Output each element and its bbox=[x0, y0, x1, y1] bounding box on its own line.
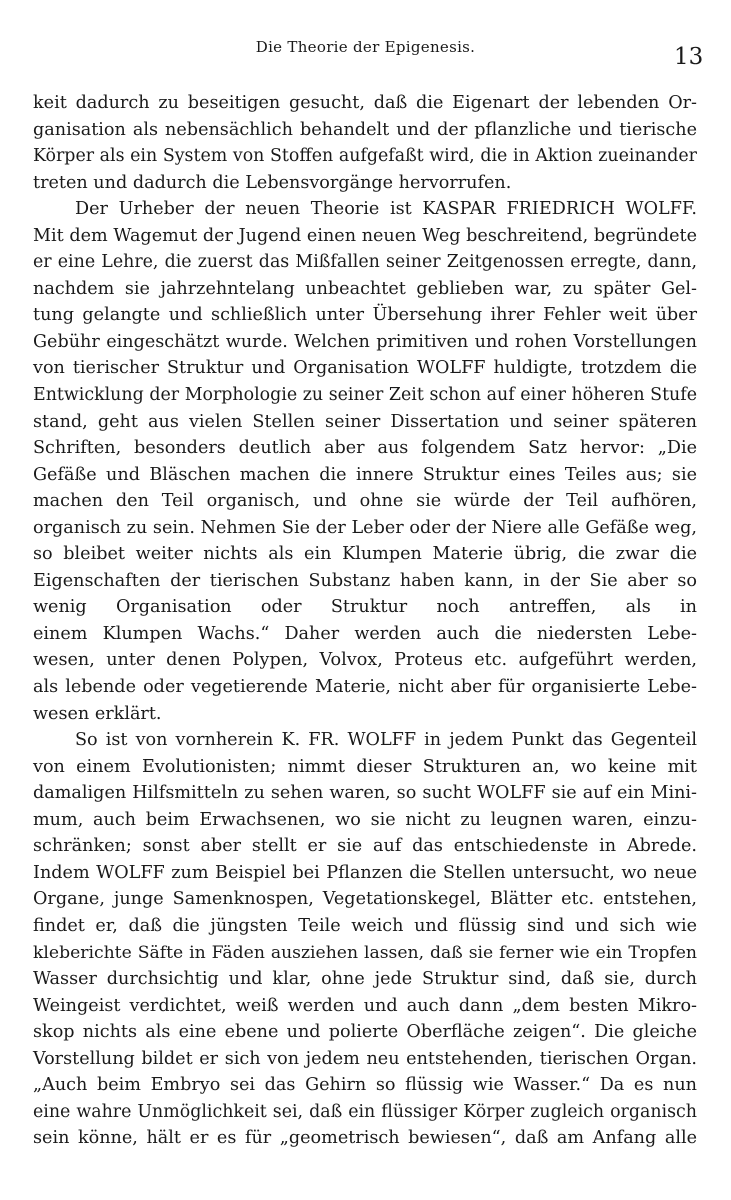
text-line: damaligen Hilfsmitteln zu sehen waren, so sucht WOLFF sie auf ein Mini- bbox=[33, 783, 697, 804]
text-line: ganisation als nebensächlich behandelt und der pflanzliche und tierische bbox=[33, 119, 697, 140]
text-line: Gefäße und Bläschen machen die innere Struktur eines Teiles aus; sie bbox=[33, 464, 697, 485]
text-line: skop nichts als eine ebene und polierte Oberfläche zeigen“. Die gleiche bbox=[33, 1022, 697, 1043]
body-text bbox=[33, 90, 697, 1152]
text-line: machen den Teil organisch, und ohne sie würde der Teil aufhören, bbox=[33, 491, 697, 512]
text-line: mum, auch beim Erwachsenen, wo sie nicht zu leugnen waren, einzu- bbox=[33, 809, 697, 830]
text-line: sein könne, hält er es für „geometrisch bewiesen“, daß am Anfang alle bbox=[33, 1128, 697, 1149]
text-line: von einem Evolutionisten; nimmt dieser Strukturen an, wo keine mit bbox=[33, 756, 697, 777]
text-line: als lebende oder vegetierende Materie, nicht aber für organisierte Lebe- bbox=[33, 677, 697, 698]
text-line: so bleibet weiter nichts als ein Klumpen Materie übrig, die zwar die bbox=[33, 544, 697, 565]
text-line: von tierischer Struktur und Organisation WOLFF huldigte, trotzdem die bbox=[33, 358, 697, 379]
text-line: tung gelangte und schließlich unter Übersehung ihrer Fehler weit über bbox=[33, 305, 697, 326]
running-title: Die Theorie der Epigenesis. bbox=[255, 38, 476, 56]
text-line: Schriften, besonders deutlich aber aus folgendem Satz hervor: „Die bbox=[33, 438, 697, 459]
text-line: stand, geht aus vielen Stellen seiner Dissertation und seiner späteren bbox=[33, 411, 697, 432]
text-line: Mit dem Wagemut der Jugend einen neuen Weg beschreitend, begründete bbox=[33, 225, 697, 246]
text-line: Der Urheber der neuen Theorie ist KASPAR FRIEDRICH WOLFF. bbox=[75, 199, 697, 220]
text-line: Weingeist verdichtet, weiß werden und auch dann „dem besten Mikro- bbox=[33, 995, 697, 1016]
text-line: eine wahre Unmöglichkeit sei, daß ein flüssiger Körper zugleich organisch bbox=[33, 1101, 697, 1122]
text-line: organisch zu sein. Nehmen Sie der Leber oder der Niere alle Gefäße weg, bbox=[33, 517, 697, 538]
text-line: Eigenschaften der tierischen Substanz haben kann, in der Sie aber so bbox=[33, 570, 697, 591]
text-line: Gebühr eingeschätzt wurde. Welchen primitiven und rohen Vorstellungen bbox=[33, 331, 697, 352]
text-line: wesen erklärt. bbox=[33, 703, 162, 724]
text-line: Wasser durchsichtig und klar, ohne jede Struktur sind, daß sie, durch bbox=[33, 969, 697, 990]
text-line: nachdem sie jahrzehntelang unbeachtet geblieben war, zu später Gel- bbox=[33, 278, 697, 299]
text-line: wesen, unter denen Polypen, Volvox, Proteus etc. aufgeführt werden, bbox=[33, 650, 697, 671]
text-line: er eine Lehre, die zuerst das Mißfallen seiner Zeitgenossen erregte, dann, bbox=[33, 252, 697, 273]
text-line: findet er, daß die jüngsten Teile weich und flüssig sind und sich wie bbox=[33, 915, 697, 936]
text-line: keit dadurch zu beseitigen gesucht, daß die Eigenart der lebenden Or- bbox=[33, 93, 697, 113]
text-line: Organe, junge Samenknospen, Vegetationskegel, Blätter etc. entstehen, bbox=[33, 889, 697, 910]
text-line: Körper als ein System von Stoffen aufgefaßt wird, die in Aktion zueinander bbox=[33, 146, 697, 167]
text-line: kleberichte Säfte in Fäden ausziehen lassen, daß sie ferner wie ein Tropfen bbox=[33, 942, 697, 963]
text-line: schränken; sonst aber stellt er sie auf das entschiedenste in Abrede. bbox=[33, 836, 697, 857]
text-line: wenig Organisation oder Struktur noch antreffen, als in bbox=[33, 597, 697, 618]
page-number: 13 bbox=[674, 44, 704, 70]
text-line: einem Klumpen Wachs.“ Daher werden auch die niedersten Lebe- bbox=[33, 623, 697, 644]
text-line: So ist von vornherein K. FR. WOLFF in jedem Punkt das Gegenteil bbox=[75, 730, 697, 751]
text-line: Indem WOLFF zum Beispiel bei Pflanzen die Stellen untersucht, wo neue bbox=[33, 862, 697, 883]
text-line: „Auch beim Embryo sei das Gehirn so flüssig wie Wasser.“ Da es nun bbox=[33, 1075, 697, 1096]
text-line: treten und dadurch die Lebensvorgänge hervorrufen. bbox=[33, 172, 512, 193]
text-line: Entwicklung der Morphologie zu seiner Zeit schon auf einer höheren Stufe bbox=[33, 385, 697, 406]
text-line: Vorstellung bildet er sich von jedem neu entstehenden, tierischen Organ. bbox=[33, 1048, 697, 1069]
